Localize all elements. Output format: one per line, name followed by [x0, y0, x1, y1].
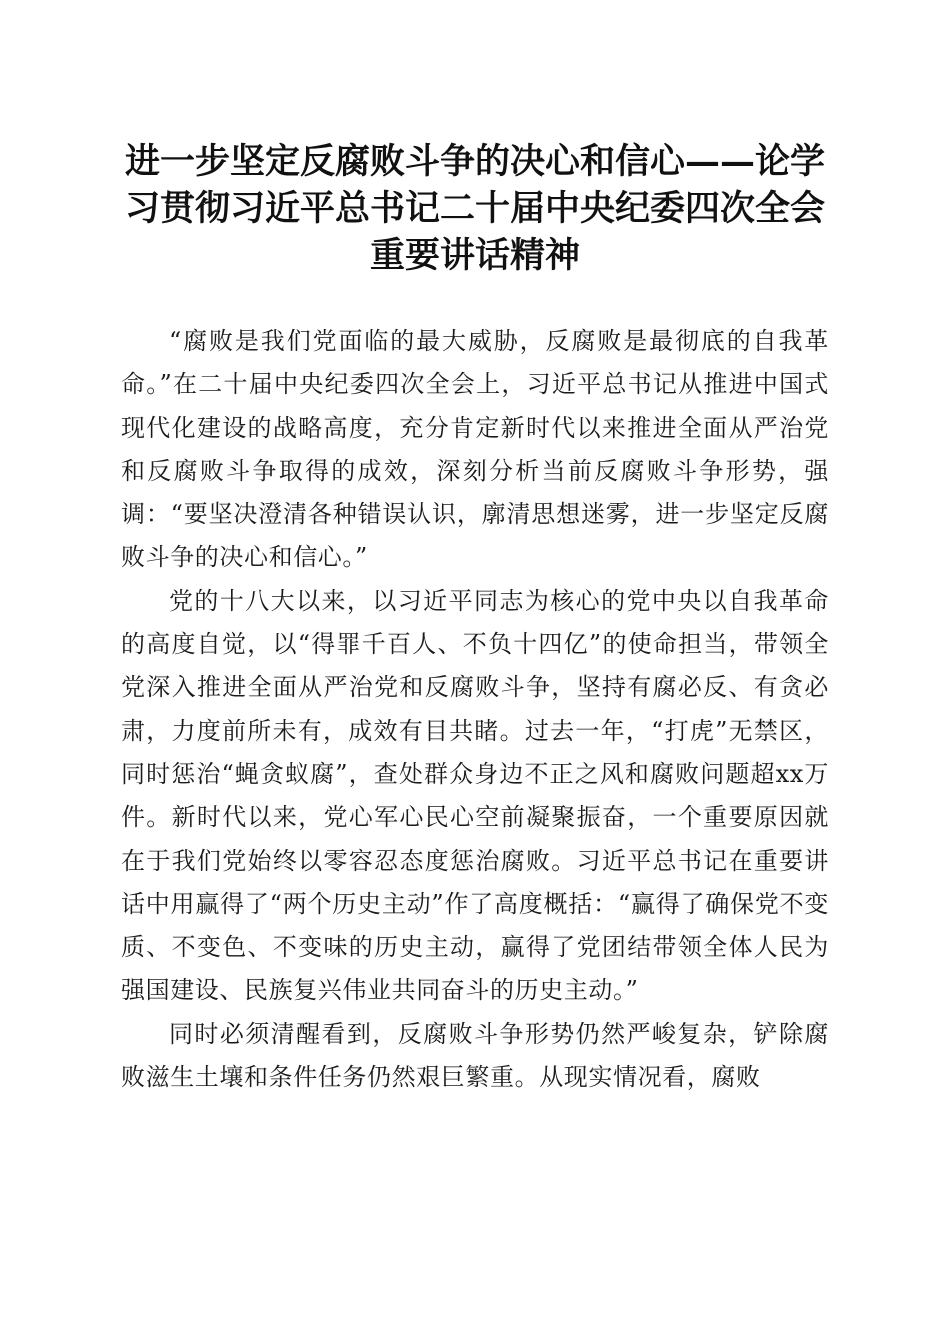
- document-title: 进一步坚定反腐败斗争的决心和信心——论学习贯彻习近平总书记二十届中央纪委四次全会重要讲话精神: [124, 141, 825, 276]
- body-paragraph: “腐败是我们党面临的最大威胁，反腐败是最彻底的自我革命。”在二十届中央纪委四次全会上，习近平总书记从推进中国式现代化建设的战略高度，充分肯定新时代以来推进全面从严治党和反腐败斗争取得的成效，深刻分析当前反腐败斗争形势，强调：“要坚决澄清各种错误认识，廓清思想迷雾，进一步坚定反腐败斗争的决心和信心。”: [121, 327, 829, 572]
- body-paragraph: 党的十八大以来，以习近平同志为核心的党中央以自我革命的高度自觉，以“得罪千百人、不负十四亿”的使命担当，带领全党深入推进全面从严治党和反腐败斗争，坚持有腐必反、有贪必肃，力度前所未有，成效有目共睹。过去一年，“打虎”无禁区，同时惩治“蝇贪蚁腐”，查处群众身边不正之风和腐败问题超xx万件。新时代以来，党心军心民心空前凝聚振奋，一个重要原因就在于我们党始终以零容忍态度惩治腐败。习近平总书记在重要讲话中用赢得了“两个历史主动”作了高度概括：“赢得了确保党不变质、不变色、不变味的历史主动，赢得了党团结带领全体人民为强国建设、民族复兴伟业共同奋斗的历史主动。”: [121, 586, 829, 1005]
- body-paragraph: 同时必须清醒看到，反腐败斗争形势仍然严峻复杂，铲除腐败滋生土壤和条件任务仍然艰巨繁重。从现实情况看，腐败: [121, 1019, 829, 1092]
- document-body: [121, 320, 829, 1099]
